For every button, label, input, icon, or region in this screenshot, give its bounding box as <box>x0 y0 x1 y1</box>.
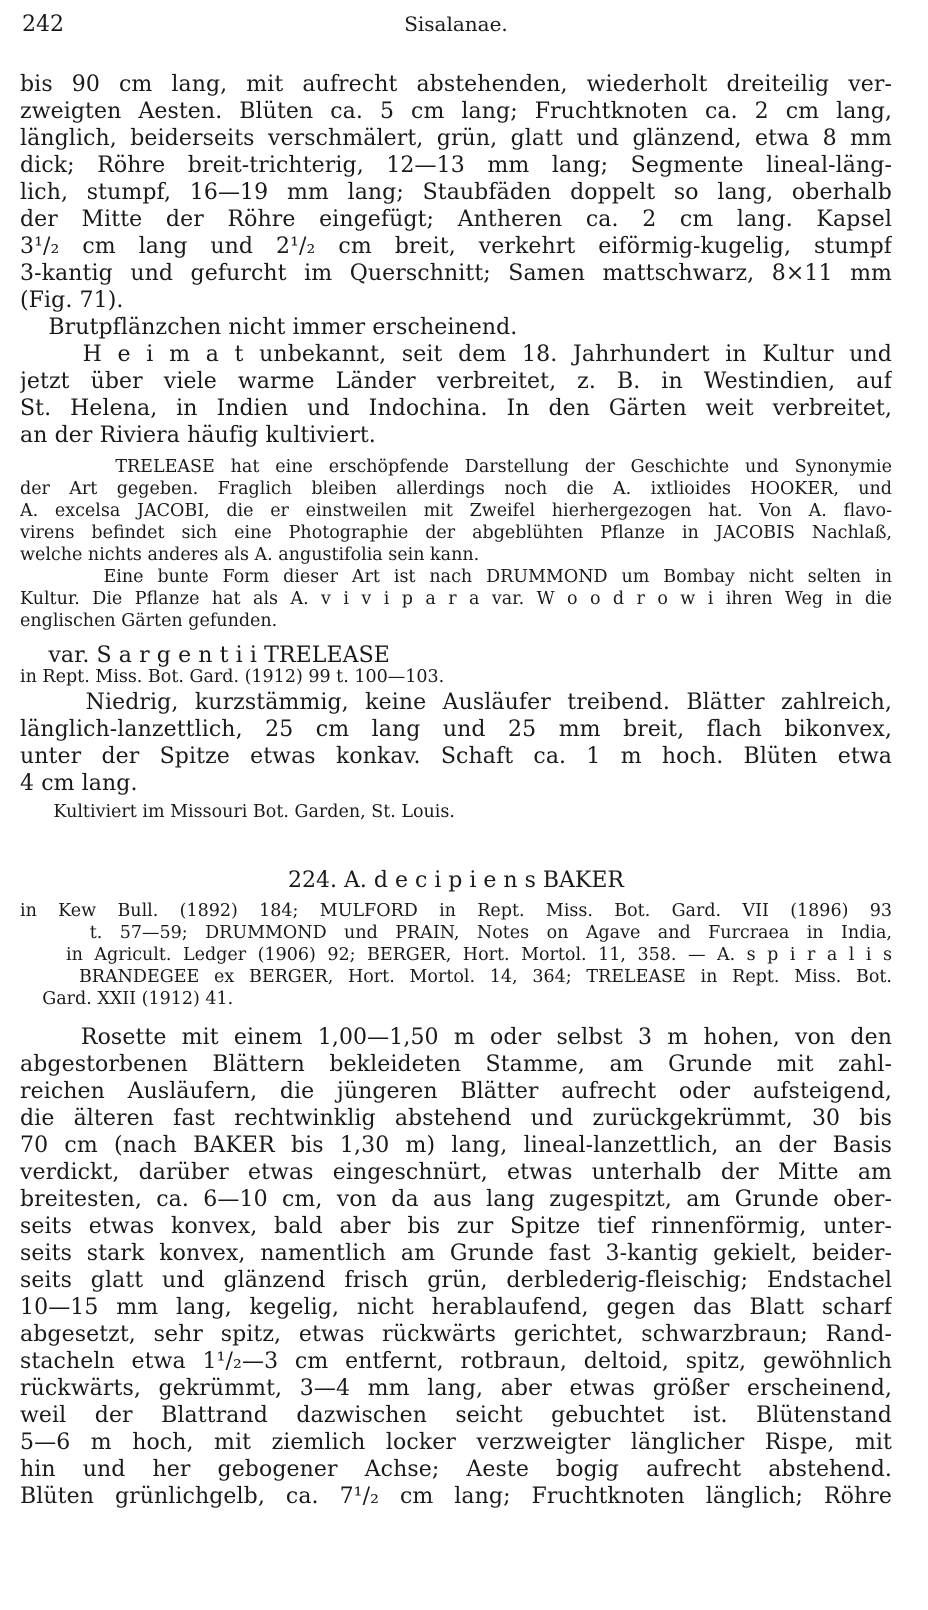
text-line: 3¹/₂ cm lang und 2¹/₂ cm breit, verkehrt eiförmig-kugelig, stumpf <box>20 234 892 259</box>
text-line: länglich, beiderseits verschmälert, grün, glatt und glänzend, etwa 8 mm <box>20 126 892 151</box>
text-line: unter der Spitze etwas konkav. Schaft ca. 1 m hoch. Blüten etwa <box>20 744 892 769</box>
page-header <box>20 12 892 42</box>
text-line: seits stark konvex, namentlich am Grunde fast 3-kantig gekielt, beider- <box>20 1241 892 1266</box>
footnote-line: TRELEASE hat eine erschöpfende Darstellung der Geschichte und Synonymie <box>20 457 892 477</box>
text-line: stacheln etwa 1¹/₂—3 cm entfernt, rotbraun, deltoid, spitz, gewöhnlich <box>20 1349 892 1374</box>
text-line: Niedrig, kurzstämmig, keine Ausläufer treibend. Blätter zahlreich, <box>20 690 892 715</box>
footnote-line: in Rept. Miss. Bot. Gard. (1912) 99 t. 100—103. <box>20 667 445 687</box>
text-line: an der Riviera häufig kultiviert. <box>20 423 376 448</box>
text-line: seits etwas konvex, bald aber bis zur Spitze tief rinnenförmig, unter- <box>20 1214 892 1239</box>
text-line: Brutpflänzchen nicht immer erscheinend. <box>20 315 518 340</box>
footnote-line: englischen Gärten gefunden. <box>20 611 278 631</box>
page-number: 242 <box>22 12 64 37</box>
text-line: bis 90 cm lang, mit aufrecht abstehenden, wiederholt dreiteilig ver- <box>20 72 892 97</box>
text-line: jetzt über viele warme Länder verbreitet, z. B. in Westindien, auf <box>20 369 892 394</box>
text-line: var. S a r g e n t i i TRELEASE <box>20 643 390 668</box>
footnote-line: A. excelsa JACOBI, die er einstweilen mit Zweifel hierhergezogen hat. Von A. flavo- <box>20 501 892 521</box>
running-title: Sisalanae. <box>404 12 508 36</box>
text-line: zweigten Aesten. Blüten ca. 5 cm lang; Fruchtknoten ca. 2 cm lang, <box>20 99 892 124</box>
text-line: 3-kantig und gefurcht im Querschnitt; Samen mattschwarz, 8×11 mm <box>20 261 892 286</box>
text-line: lich, stumpf, 16—19 mm lang; Staubfäden doppelt so lang, oberhalb <box>20 180 892 205</box>
text-line: weil der Blattrand dazwischen seicht gebuchtet ist. Blütenstand <box>20 1403 892 1428</box>
text-line: (Fig. 71). <box>20 288 124 313</box>
text-line: St. Helena, in Indien und Indochina. In den Gärten weit verbreitet, <box>20 396 892 421</box>
footnote-line: BRANDEGEE ex BERGER, Hort. Mortol. 14, 364; TRELEASE in Rept. Miss. Bot. <box>20 967 892 987</box>
footnote-line: virens befindet sich eine Photographie der abgeblühten Pflanze in JACOBIS Nachlaß, <box>20 523 892 543</box>
text-line: rückwärts, gekrümmt, 3—4 mm lang, aber etwas größer erscheinend, <box>20 1376 892 1401</box>
text-line: verdickt, darüber etwas eingeschnürt, etwas unterhalb der Mitte am <box>20 1160 892 1185</box>
footnote-line: Gard. XXII (1912) 41. <box>20 989 234 1009</box>
text-line: dick; Röhre breit-trichterig, 12—13 mm lang; Segmente lineal-läng- <box>20 153 892 178</box>
section-heading: 224. A. d e c i p i e n s BAKER <box>288 868 624 893</box>
text-line: länglich-lanzettlich, 25 cm lang und 25 mm breit, flach bikonvex, <box>20 717 892 742</box>
text-line: 4 cm lang. <box>20 771 138 796</box>
text-line: reichen Ausläufern, die jüngeren Blätter aufrecht oder aufsteigend, <box>20 1079 892 1104</box>
footnote-line: in Agricult. Ledger (1906) 92; BERGER, Hort. Mortol. 11, 358. — A. s p i r a l i s <box>20 945 892 965</box>
footnote-line: Kultur. Die Pflanze hat als A. v i v i p a r a var. W o o d r o w i ihren Weg in die <box>20 589 892 609</box>
footnote-line: t. 57—59; DRUMMOND und PRAIN, Notes on Agave and Furcraea in India, <box>20 923 892 943</box>
footnote-line: Eine bunte Form dieser Art ist nach DRUMMOND um Bombay nicht selten in <box>20 567 892 587</box>
text-line: abgesetzt, sehr spitz, etwas rückwärts gerichtet, schwarzbraun; Rand- <box>20 1322 892 1347</box>
text-line: breitesten, ca. 6—10 cm, von da aus lang zugespitzt, am Grunde ober- <box>20 1187 892 1212</box>
footnote-line: der Art gegeben. Fraglich bleiben allerdings noch die A. ixtlioides HOOKER, und <box>20 479 892 499</box>
text-line: die älteren fast rechtwinklig abstehend und zurückgekrümmt, 30 bis <box>20 1106 892 1131</box>
text-line: der Mitte der Röhre eingefügt; Antheren ca. 2 cm lang. Kapsel <box>20 207 892 232</box>
text-line: 5—6 m hoch, mit ziemlich locker verzweigter länglicher Rispe, mit <box>20 1430 892 1455</box>
footnote-line: welche nichts anderes als A. angustifolia sein kann. <box>20 545 480 565</box>
text-line: 70 cm (nach BAKER bis 1,30 m) lang, lineal-lanzettlich, an der Basis <box>20 1133 892 1158</box>
text-line: hin und her gebogener Achse; Aeste bogig aufrecht abstehend. <box>20 1457 892 1482</box>
footnote-line: in Kew Bull. (1892) 184; MULFORD in Rept. Miss. Bot. Gard. VII (1896) 93 <box>20 901 892 921</box>
text-line: seits glatt und glänzend frisch grün, derblederig-fleischig; Endstachel <box>20 1268 892 1293</box>
footnote-line: Kultiviert im Missouri Bot. Garden, St. Louis. <box>20 802 455 822</box>
text-line: 10—15 mm lang, kegelig, nicht herablaufend, gegen das Blatt scharf <box>20 1295 892 1320</box>
text-line: H e i m a t unbekannt, seit dem 18. Jahrhundert in Kultur und <box>20 342 892 367</box>
text-line: abgestorbenen Blättern bekleideten Stamme, am Grunde mit zahl- <box>20 1052 892 1077</box>
text-line: Rosette mit einem 1,00—1,50 m oder selbst 3 m hohen, von den <box>20 1025 892 1050</box>
text-line: Blüten grünlichgelb, ca. 7¹/₂ cm lang; Fruchtknoten länglich; Röhre <box>20 1484 892 1509</box>
